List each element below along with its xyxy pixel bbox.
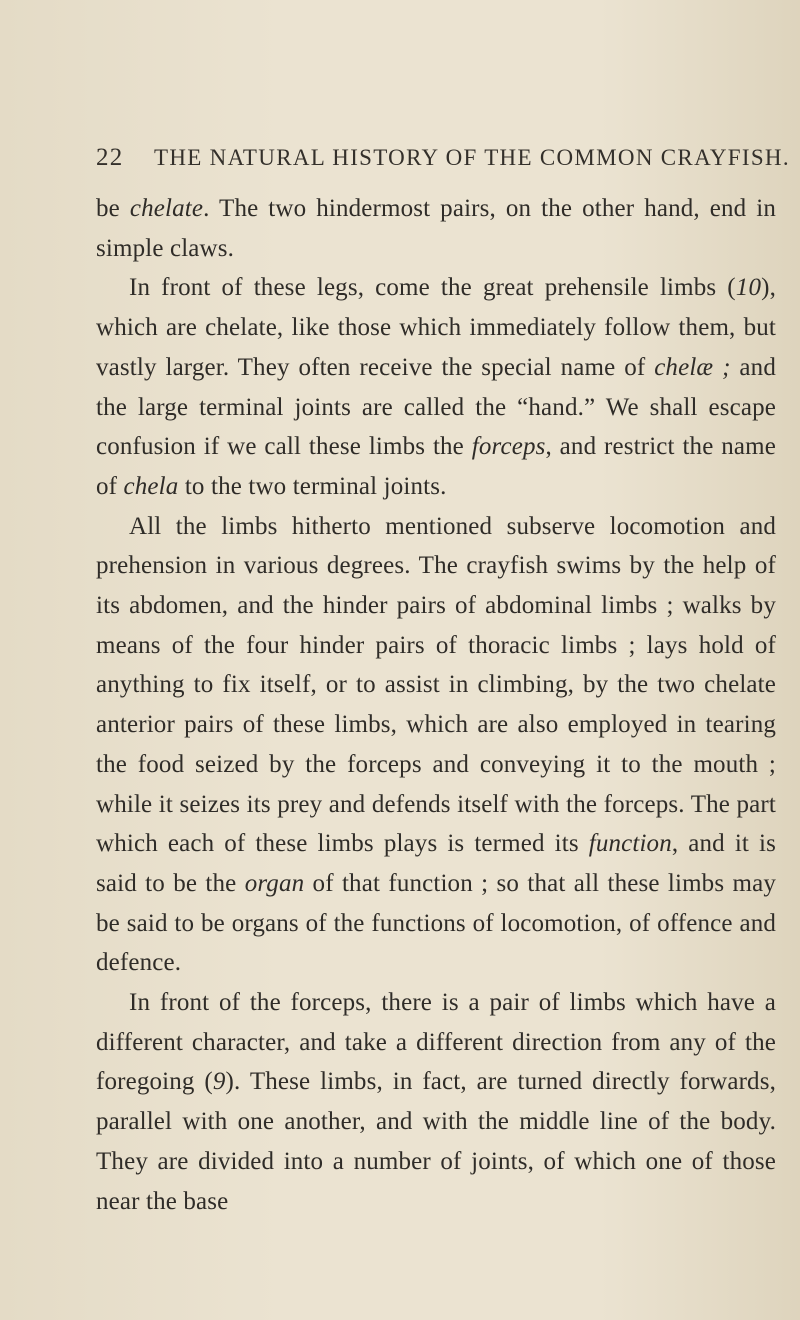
text-segment: be (96, 195, 130, 222)
text-segment: and the large terminal joints are called the “hand.” We shall escape confusion if we call these limbs the (96, 353, 776, 461)
italic-term: chela (123, 472, 179, 500)
paragraph (96, 189, 776, 268)
paragraph (96, 507, 776, 983)
body-text (96, 189, 776, 1221)
text-segment: ). These limbs, in fact, are turned directly forwards, parallel with one another, and with the middle line of the body. They are divided into a number of joints, of which one of those near the base (96, 1068, 776, 1215)
italic-term: chelate (129, 195, 204, 222)
page-number: 22 (96, 144, 124, 171)
running-title: THE NATURAL HISTORY OF THE COMMON CRAYFISH. (154, 145, 790, 170)
text-segment: In front of these legs, come the great prehensile limbs ( (129, 274, 736, 302)
text-segment: . The two hindermost pairs, on the other hand, end in simple claws. (96, 195, 777, 262)
text-segment: , and restrict the name of (96, 433, 776, 500)
text-segment: , and it is said to be the (96, 830, 776, 897)
paragraph (96, 268, 776, 506)
text-segment: In front of the forceps, there is a pair of limbs which have a different character, and take a different direction from any of the foregoing ( (96, 989, 776, 1096)
running-head (96, 144, 790, 184)
text-segment: of that function ; so that all these limbs may be said to be organs of the functions of locomotion, of offence and defence. (96, 869, 776, 977)
italic-term: forceps (471, 433, 546, 461)
italic-term: function (588, 830, 672, 858)
text-segment: All the limbs hitherto mentioned subserve locomotion and prehension in various degrees. The crayfish swims by the help of its abdomen, and the hinder pairs of abdominal limbs ; walks by means of the four hinder pairs of thoracic limbs ; lays hold of anything to fix itself, or to assist in climbing, by the two chelate anterior pairs of these limbs, which are also employed in tearing the food seized by the forceps and conveying it to the mouth ; while it seizes its prey and defends itself with the forceps. The part which each of these limbs plays is termed its (96, 512, 776, 858)
figure-reference: 10 (735, 274, 762, 302)
text-segment: ), which are chelate, like those which immediately follow them, but vastly larger. They often receive the special name of (96, 274, 776, 381)
text-segment: to the two terminal joints. (178, 472, 447, 500)
figure-reference: 9 (212, 1068, 226, 1096)
italic-term: organ (244, 869, 305, 897)
italic-term: chelæ ; (654, 353, 731, 381)
paragraph (96, 983, 776, 1221)
